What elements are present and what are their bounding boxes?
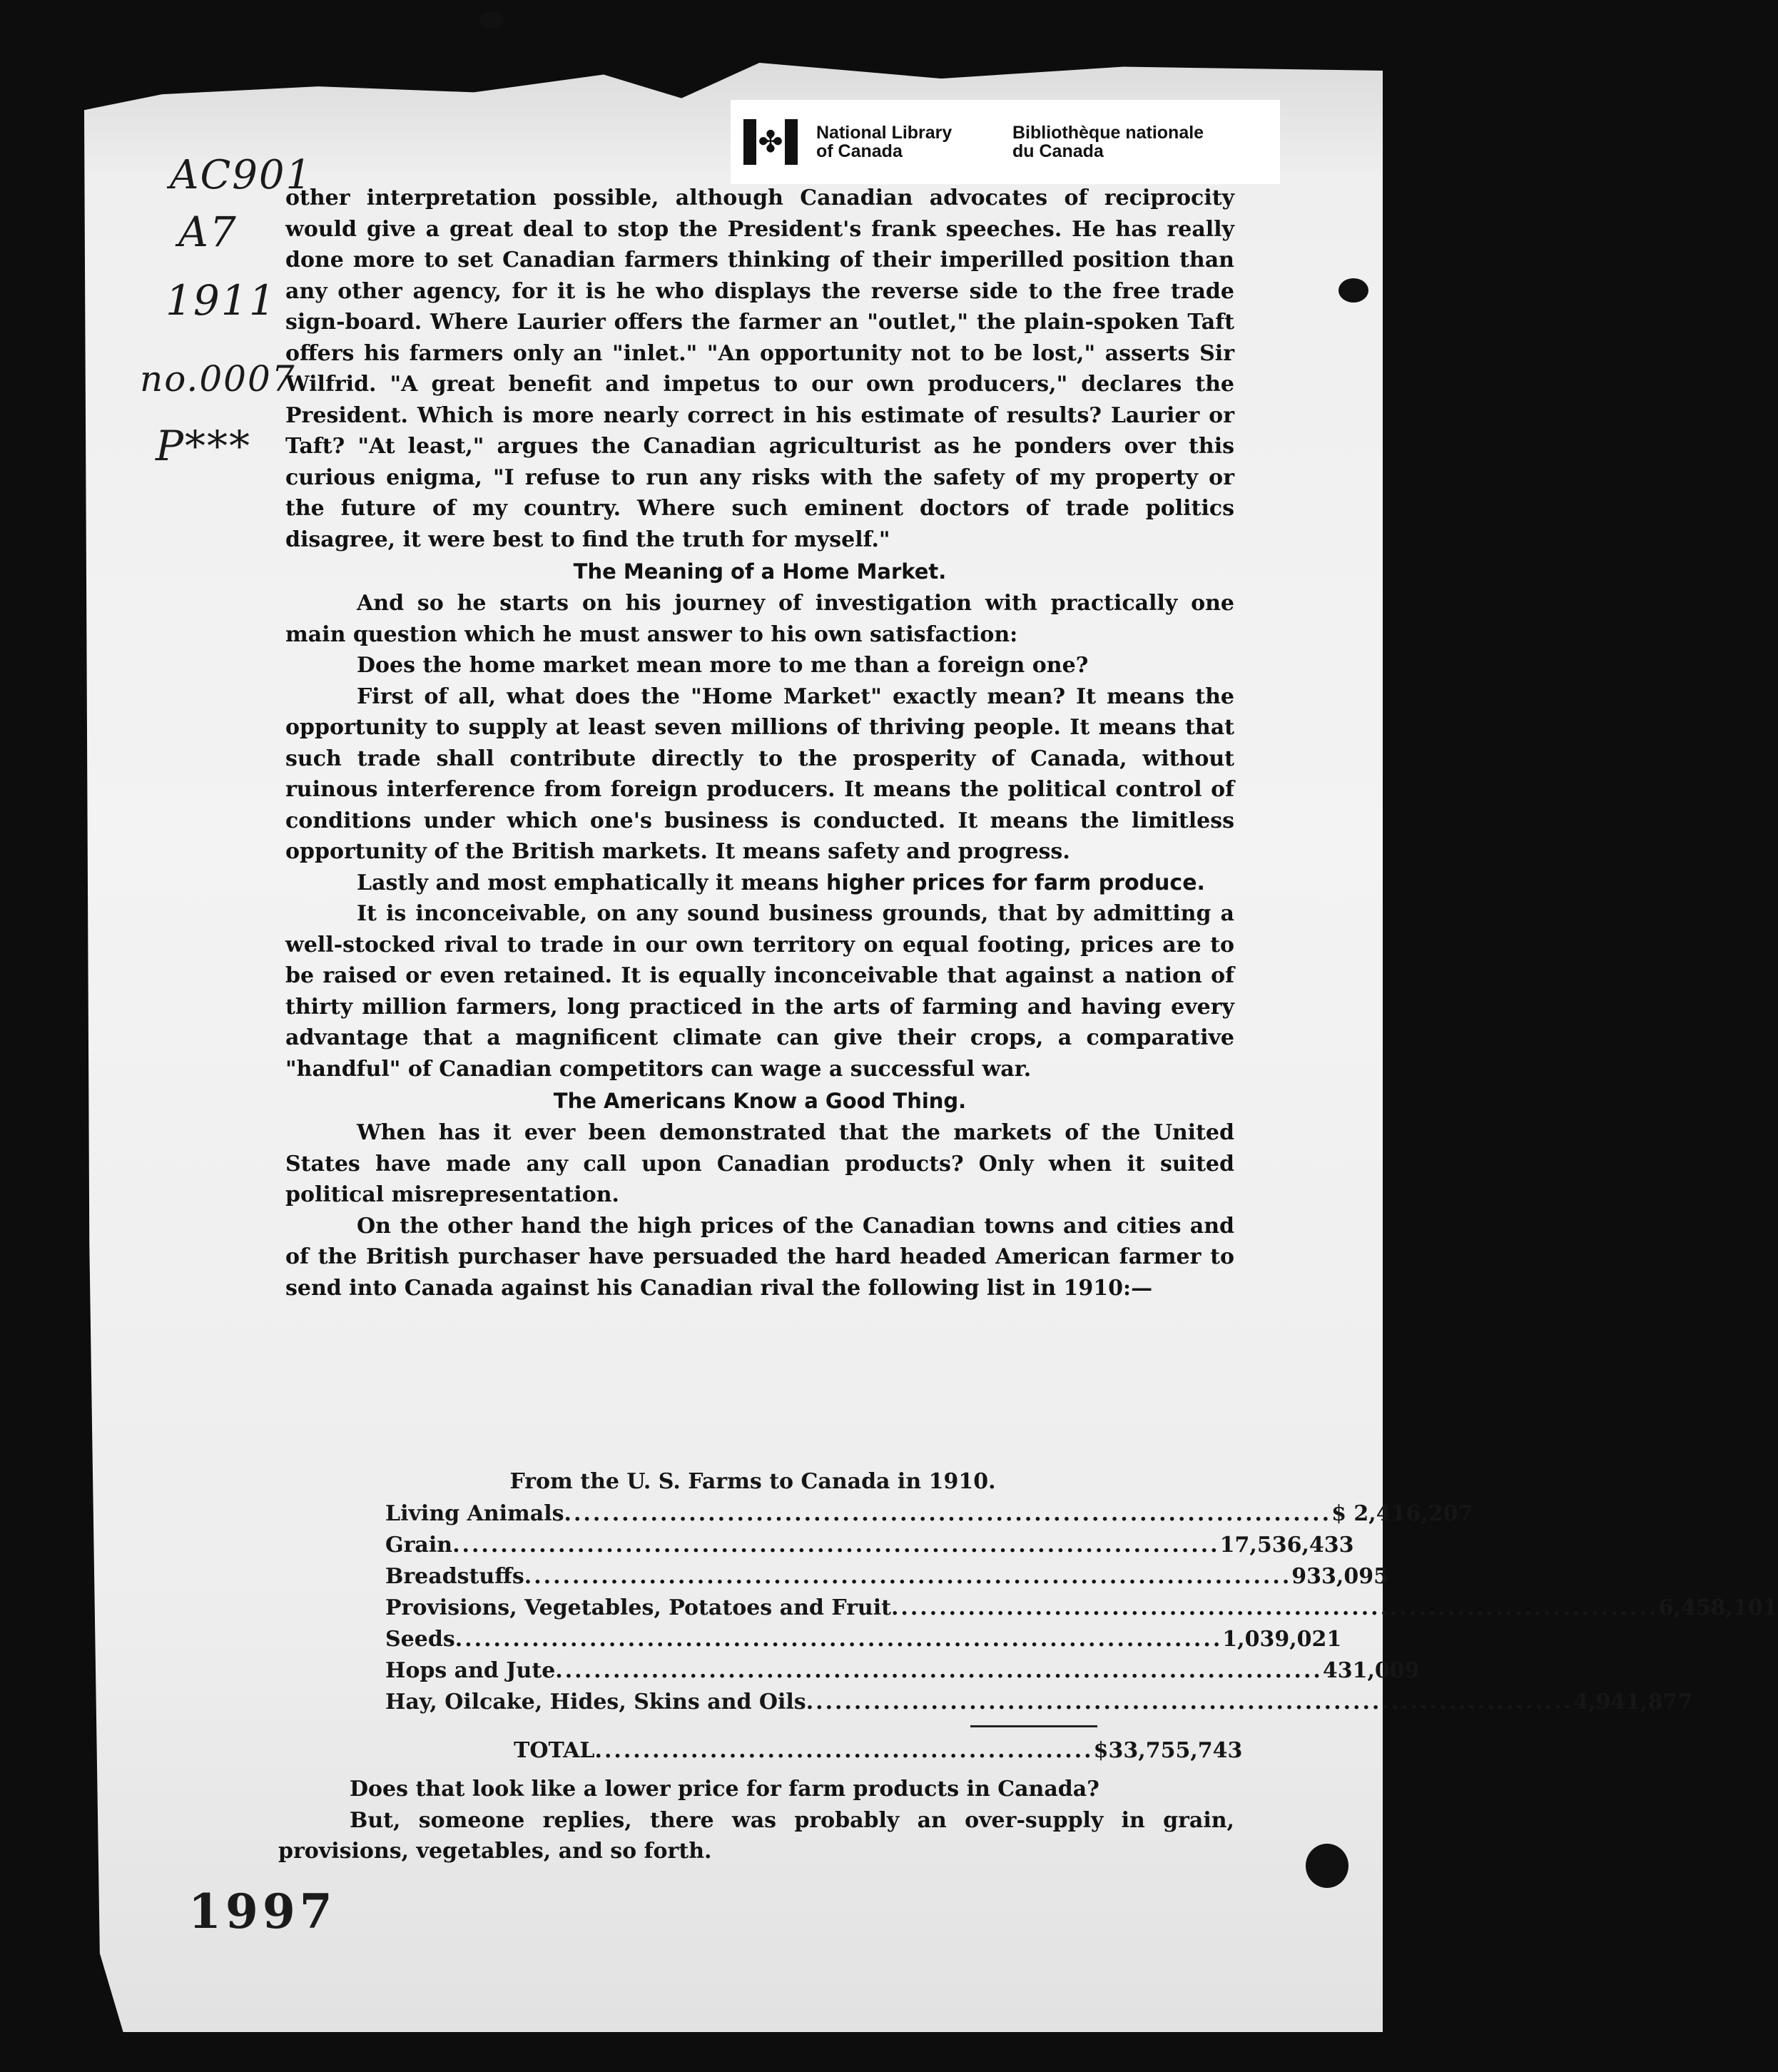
table-row bbox=[385, 1498, 1473, 1530]
row-value: 431,009 bbox=[1322, 1658, 1420, 1683]
row-value: $ 2,416,207 bbox=[1331, 1501, 1473, 1526]
library-name-fr: Bibliothèque nationale du Canada bbox=[1012, 123, 1204, 161]
paragraph: Does the home market mean more to me than a foreign one? bbox=[357, 653, 1089, 678]
page-number: 1997 bbox=[188, 1884, 337, 1939]
leader-dots: ................................................................................ bbox=[454, 1627, 1223, 1652]
paragraph: And so he starts on his journey of investigation with practically one main question which he must answer to his own satisfaction: bbox=[285, 591, 1234, 647]
row-label: Hay, Oilcake, Hides, Skins and Oils bbox=[385, 1690, 806, 1715]
table-title: From the U. S. Farms to Canada in 1910. bbox=[509, 1469, 996, 1494]
leader-dots: ................................................................................ bbox=[890, 1595, 1659, 1620]
total-value: $33,755,743 bbox=[1093, 1738, 1243, 1763]
table-row bbox=[385, 1561, 1388, 1593]
table-total-row bbox=[385, 1735, 1243, 1767]
paragraph: But, someone replies, there was probably an over-supply in grain, provisions, vegetables, and so forth. bbox=[278, 1807, 1234, 1864]
emphasis-text: higher prices for farm produce. bbox=[826, 870, 1205, 895]
row-label: Living Animals bbox=[385, 1501, 564, 1526]
article-body bbox=[285, 183, 1234, 1304]
ink-blot bbox=[479, 11, 504, 29]
paragraph: other interpretation possible, although Canadian advocates of reciprocity would give a great deal to stop the President's frank speeches. He has really done more to set Canadian farmers thinking of their imperilled position than any other agency, for it is he who displays the reverse side to the free trade sign-board. Where Laurier offers the farmer an "outlet," the plain-spoken Taft offers his farmers only an "inlet." "An opportunity not to be lost," asserts Sir Wilfrid. "A great benefit and impetus to our own producers," declares the President. Which is more nearly correct in his estimate of results? Laurier or Taft? "At least," argues the Canadian agriculturist as he ponders over this curious enigma, "I refuse to run any risks with the safety of my property or the future of my country. Where such eminent doctors of trade politics disagree, it were best to find the truth for myself." bbox=[285, 186, 1234, 552]
row-label: Provisions, Vegetables, Potatoes and Fruit bbox=[385, 1595, 891, 1620]
row-label: Seeds bbox=[385, 1627, 455, 1652]
table-row bbox=[385, 1655, 1420, 1687]
leader-dots: .................................................... bbox=[594, 1738, 1094, 1763]
row-label: Breadstuffs bbox=[385, 1564, 524, 1589]
table-row bbox=[385, 1624, 1342, 1655]
leader-dots: ................................................................................ bbox=[806, 1690, 1574, 1715]
library-name-en: National Library of Canada bbox=[816, 123, 952, 161]
table-row bbox=[385, 1593, 1778, 1624]
row-value: 6,458,101 bbox=[1658, 1595, 1778, 1620]
annotation-shelf: A7 bbox=[178, 208, 238, 256]
row-value: 933,095 bbox=[1291, 1564, 1388, 1589]
imports-table bbox=[385, 1466, 1778, 1767]
total-label: TOTAL bbox=[514, 1738, 595, 1763]
leader-dots: ................................................................................ bbox=[524, 1564, 1292, 1589]
section-heading: The Meaning of a Home Market. bbox=[573, 559, 947, 584]
ink-blot bbox=[1338, 278, 1368, 303]
leader-dots: ................................................................................ bbox=[452, 1533, 1220, 1558]
annotation-marks: P*** bbox=[156, 422, 252, 470]
row-label: Grain bbox=[385, 1533, 453, 1558]
paragraph: First of all, what does the "Home Market" exactly mean? It means the opportunity to supply at least seven millions of thriving people. It means that such trade shall contribute directly to the prosperity of Canada, without ruinous interference from foreign producers. It means the political control of conditions under which one's business is conducted. It means the limitless opportunity of the British markets. It means safety and progress. bbox=[285, 684, 1234, 864]
paragraph: Does that look like a lower price for farm products in Canada? bbox=[350, 1777, 1099, 1802]
paragraph: On the other hand the high prices of the Canadian towns and cities and of the British purchaser have persuaded the hard headed American farmer to send into Canada against his Canadian rival the following list in 1910:— bbox=[285, 1213, 1234, 1301]
section-heading: The Americans Know a Good Thing. bbox=[553, 1089, 967, 1113]
row-value: 4,941,877 bbox=[1573, 1690, 1693, 1715]
table-row bbox=[385, 1530, 1354, 1561]
paragraph: It is inconceivable, on any sound business grounds, that by admitting a well-stocked rival to trade in our own territory on equal footing, prices are to be raised or even retained. It is equally inconceivable that against a nation of thirty million farmers, long practiced in the arts of farming and having every advantage that a magnificent climate can give their crops, a comparative "handful" of Canadian competitors can wage a successful war. bbox=[285, 901, 1234, 1082]
ink-blot bbox=[1306, 1844, 1348, 1888]
table-row bbox=[385, 1687, 1693, 1718]
paragraph-lead: Lastly and most emphatically it means bbox=[357, 870, 826, 895]
paragraph bbox=[285, 868, 1234, 899]
row-label: Hops and Jute bbox=[385, 1658, 556, 1683]
row-value: 1,039,021 bbox=[1222, 1627, 1342, 1652]
row-value: 17,536,433 bbox=[1219, 1533, 1354, 1558]
annotation-call-number: AC901 bbox=[170, 152, 313, 198]
total-rule bbox=[970, 1725, 1097, 1727]
closing-text bbox=[278, 1774, 1234, 1867]
maple-leaf-icon: ✤ bbox=[758, 124, 783, 159]
annotation-item-number: no.0007 bbox=[140, 358, 296, 400]
canada-flag-icon bbox=[743, 119, 798, 165]
annotation-year: 1911 bbox=[166, 276, 277, 325]
paragraph: When has it ever been demonstrated that the markets of the United States have made any call upon Canadian products? Only when it suited political misrepresentation. bbox=[285, 1120, 1234, 1207]
leader-dots: ................................................................................ bbox=[555, 1658, 1323, 1683]
leader-dots: ................................................................................ bbox=[564, 1501, 1332, 1526]
library-header bbox=[731, 100, 1280, 184]
